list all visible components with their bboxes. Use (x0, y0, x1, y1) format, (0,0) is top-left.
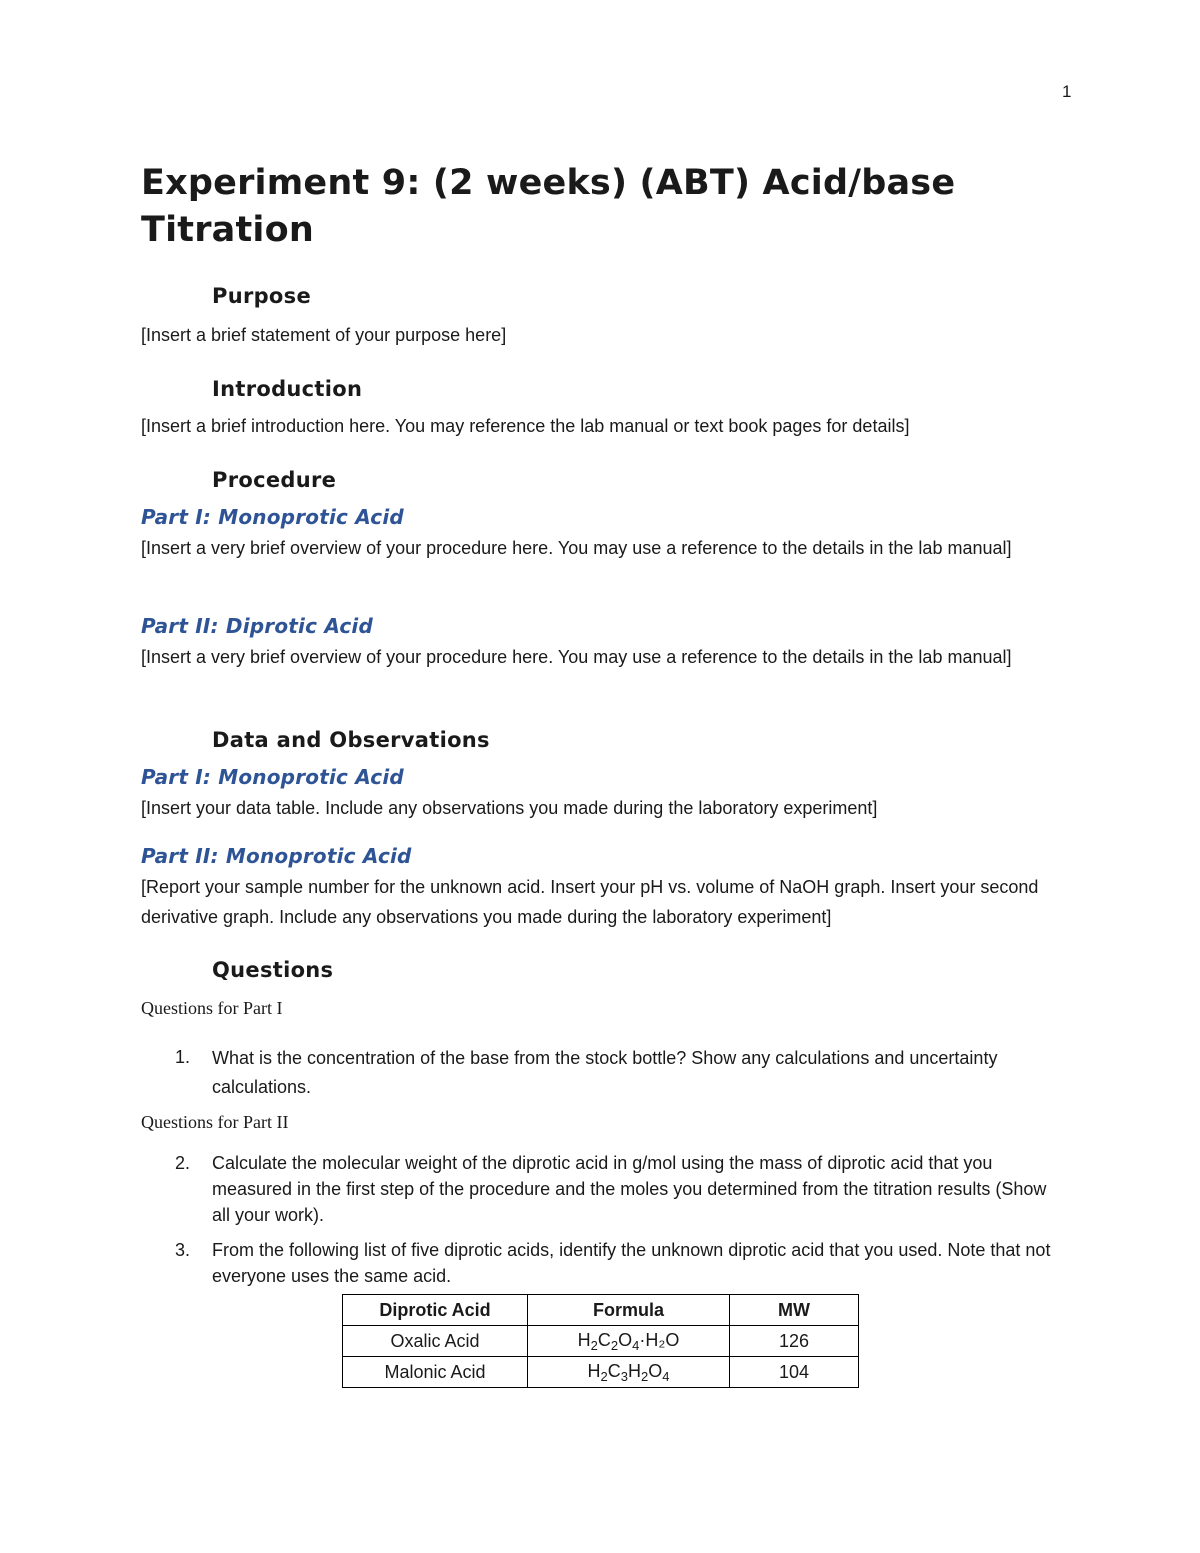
question-number: 3. (175, 1240, 191, 1260)
column-header: Formula (528, 1295, 730, 1326)
questions-part2-label: Questions for Part II (141, 1112, 289, 1132)
table-row (343, 1357, 859, 1388)
question-text: What is the concentration of the base from the stock bottle? Show any calculations and uncertainty calculations. (212, 1048, 998, 1097)
purpose-heading: Purpose (212, 284, 311, 308)
data-part1-text: [Insert your data table. Include any observations you made during the laboratory experiment] (141, 798, 878, 818)
question-number: 2. (175, 1153, 191, 1173)
acid-name: Malonic Acid (343, 1357, 528, 1388)
data-observations-heading: Data and Observations (212, 728, 490, 752)
questions-part1-label: Questions for Part I (141, 998, 283, 1018)
question-text: From the following list of five diprotic acids, identify the unknown diprotic acid that you used. Note that not everyone uses the same acid. (212, 1240, 1051, 1286)
data-part1-heading: Part I: Monoprotic Acid (141, 765, 404, 789)
page-number: 1 (1062, 82, 1072, 101)
data-part2-heading: Part II: Monoprotic Acid (141, 844, 412, 868)
acid-formula: $H_2C_3H_2O_4$ (528, 1357, 730, 1388)
procedure-part2-heading: Part II: Diprotic Acid (141, 614, 374, 638)
data-part2-text: [Report your sample number for the unknown acid. Insert your pH vs. volume of NaOH graph. Insert your second derivative graph. Include any observations you made during the laboratory experiment] (141, 877, 1039, 927)
table-header-row (343, 1295, 859, 1326)
diprotic-acid-table (342, 1294, 859, 1388)
acid-name: Oxalic Acid (343, 1326, 528, 1357)
acid-formula: $H_2C_2O_4\cdot H_2O$ (528, 1326, 730, 1357)
document-title: Experiment 9: (2 weeks) (ABT) Acid/base Titration (141, 163, 956, 250)
introduction-heading: Introduction (212, 377, 363, 401)
procedure-part1-heading: Part I: Monoprotic Acid (141, 505, 404, 529)
question-text: Calculate the molecular weight of the diprotic acid in g/mol using the mass of diprotic acid that you measured in the first step of the procedure and the moles you determined from the titration results (Show all your work). (212, 1153, 1047, 1225)
questions-heading: Questions (212, 958, 334, 982)
acid-mw: 104 (730, 1357, 859, 1388)
procedure-part2-text: [Insert a very brief overview of your procedure here. You may use a reference to the details in the lab manual] (141, 647, 1012, 667)
column-header: MW (730, 1295, 859, 1326)
procedure-heading: Procedure (212, 468, 337, 492)
question-number: 1. (175, 1047, 191, 1067)
introduction-text: [Insert a brief introduction here. You may reference the lab manual or text book pages for details] (141, 416, 910, 436)
procedure-part1-text: [Insert a very brief overview of your procedure here. You may use a reference to the details in the lab manual] (141, 538, 1012, 558)
table-row (343, 1326, 859, 1357)
purpose-text: [Insert a brief statement of your purpose here] (141, 325, 507, 345)
column-header: Diprotic Acid (343, 1295, 528, 1326)
acid-mw: 126 (730, 1326, 859, 1357)
